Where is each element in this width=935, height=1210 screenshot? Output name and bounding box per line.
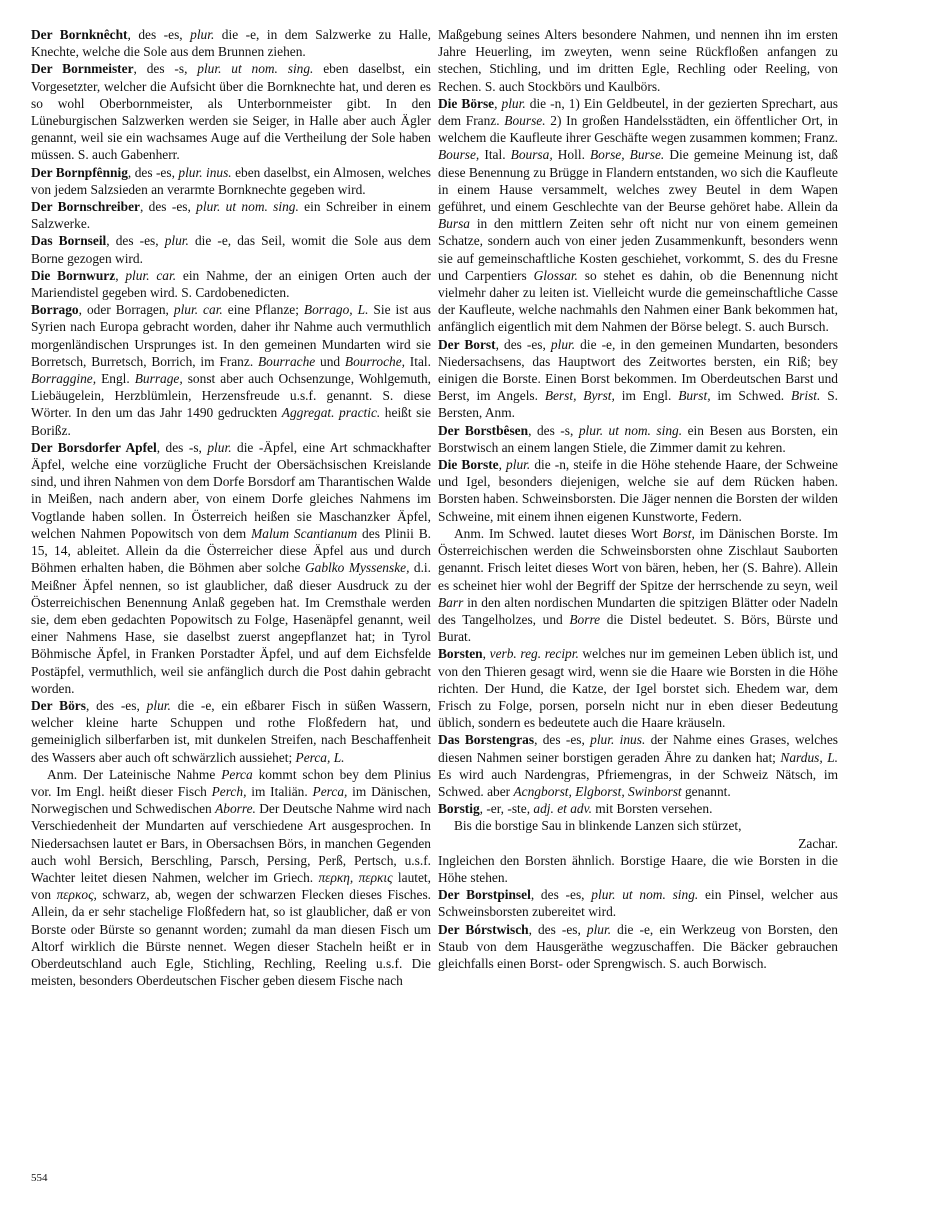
italic-term: Berst, Byrst, xyxy=(544,388,615,404)
headword: Borstig xyxy=(438,801,480,817)
italic-term: plur. xyxy=(146,697,171,713)
entry-text: ein Pinsel, welcher aus Schweinsborsten zubereitet wird. xyxy=(438,887,838,920)
entry-text: im Dänischen Borste. Im Österreichischen werden die Schweinsborsten ohne Zischlaut Sauborten genannt. Frisch leitet dieses Wort von bären, heben, her (S. Bahre). Allein es scheinet hier wohl der Begriff der Spitze der herrschende zu seyn, weil xyxy=(438,525,838,593)
entry-text: ein Nahme, der an einigen Orten auch der Mariendistel gegeben wird. S. Cardobenedicten. xyxy=(31,267,431,301)
headword: Der Bornknêcht xyxy=(31,27,128,42)
dictionary-entry xyxy=(31,164,431,198)
dictionary-entry xyxy=(438,26,838,95)
entry-text: , des -es, xyxy=(127,164,179,180)
italic-term: plur. ut nom. sing. xyxy=(578,422,683,438)
entry-text: welches nur im gemeinen Leben üblich ist, und von den Thieren gesagt wird, wenn sie die Haare wie Borsten in die Höhe richten. Der Hund, die Katze, der Igel borstet sich. Ehedem war, dem Frisch zu Folge, porsen, porseln nicht nur in eben dieser Bedeutung üblich, sondern es bedeutete auch die Haare kräuseln. xyxy=(438,646,838,731)
right-column xyxy=(438,26,838,972)
entry-text: , des -es, xyxy=(528,921,587,937)
entry-text: , xyxy=(482,646,490,662)
entry-text: im Italiän. xyxy=(246,783,313,799)
entry-text: genannt. xyxy=(681,783,731,799)
entry-text: die -e, ein eßbarer Fisch in süßen Wassern, welcher kleine harte Schuppen und rothe Floßfedern hat, und gemeiniglich silberfarben ist, mit dunkelen Streifen, nach Beschaffenheit des Wassers aber auch oft schwärzlich aussiehet; xyxy=(31,697,432,765)
dictionary-entry xyxy=(438,886,838,920)
italic-term: Malum Scantianum xyxy=(251,525,358,541)
entry-text: Anm. Der Lateinische Nahme xyxy=(47,766,222,782)
entry-text: , des -s, xyxy=(133,61,198,77)
dictionary-entry xyxy=(438,731,838,800)
italic-term: plur. xyxy=(586,921,612,937)
entry-text: eine Pflanze; xyxy=(222,302,304,318)
dictionary-entry xyxy=(438,456,838,525)
italic-term: plur. car. xyxy=(173,302,223,318)
headword: Borsten xyxy=(438,646,483,662)
italic-term: Brist. xyxy=(790,388,821,404)
italic-term: verb. reg. recipr. xyxy=(489,646,579,662)
entry-text: , des -es, xyxy=(127,27,191,42)
entry-text: die -e, das Seil, womit die Sole aus dem Borne gezogen wird. xyxy=(31,233,432,266)
entry-text: , des -es, xyxy=(106,233,165,249)
dictionary-entry xyxy=(438,852,838,886)
entry-text: in den alten nordischen Mundarten die spitzigen Blätter oder Nadeln des Tangelholzes, und xyxy=(438,594,838,627)
dictionary-entry xyxy=(31,60,431,163)
entry-text: im Dänischen, Norwegischen und Schwedischen xyxy=(31,783,431,817)
italic-term: Borre xyxy=(569,611,601,627)
italic-term: Borraggine, xyxy=(31,371,97,387)
headword: Der Börs xyxy=(31,697,86,713)
italic-term: plur. xyxy=(164,233,189,249)
page-number: 554 xyxy=(31,1172,48,1184)
italic-term: Bourse, xyxy=(438,147,480,163)
entry-text: , -er, -ste, xyxy=(479,801,534,817)
italic-term: Acngborst, Elgborst, Swinborst xyxy=(513,783,682,799)
dictionary-entry xyxy=(31,26,431,60)
dictionary-entry xyxy=(438,645,838,731)
dictionary-entry xyxy=(438,800,838,817)
entry-text: , xyxy=(498,457,507,473)
entry-text: Ingleichen den Borsten ähnlich. Borstige Haare, die wie Borsten in die Höhe stehen. xyxy=(438,852,838,885)
italic-term: Barr xyxy=(438,594,464,610)
entry-text: mit Borsten versehen. xyxy=(591,801,713,817)
italic-term: plur. ut nom. sing. xyxy=(196,199,299,215)
entry-text: kommt schon bey dem Plinius vor. Im Engl. heißt dieser Fisch xyxy=(31,766,431,799)
italic-term: Burst, xyxy=(678,388,711,404)
left-column xyxy=(31,26,431,989)
entry-text: Anm. Im Schwed. lautet dieses Wort xyxy=(454,525,663,541)
headword: Das Borstengras xyxy=(438,732,535,748)
entry-text: 2) In großen Handelsstädten, ein öffentlicher Ort, in welchem die Kaufleute ihrer Geschäfte wegen zusammen kommen; Franz. xyxy=(438,113,838,146)
italic-term: Perch, xyxy=(211,783,247,799)
entry-text: schwarz, ab, wegen der schwarzen Flecken dieses Fisches. Allein, da er sehr stachelige Floßfedern hat, so ist glaublicher, daß er von Borste oder Bürste so genannt worden; zumahl da man diesen Fisch um Altorf wirklich die Bürste nennet. Wegen dieser Stacheln heißt er in Oberdeutschland auch Egle, Stichling, Rechling, Reeling u.s.f. Die meisten, besonders Oberdeutschen Fischer geben diesem Fische nach xyxy=(31,887,431,989)
italic-term: Aborre. xyxy=(215,801,256,817)
headword: Borrago xyxy=(31,302,79,318)
headword: Der Bornpfênnig xyxy=(31,164,128,180)
entry-text: Ital. xyxy=(479,147,511,163)
entry-text: ein Besen aus Borsten, ein Borstwisch an einem langen Stiele, die Zimmer damit zu kehren. xyxy=(438,422,838,455)
italic-term: plur. ut nom. sing. xyxy=(591,887,699,903)
entry-text: , xyxy=(494,95,502,111)
entry-text: Engl. xyxy=(96,371,135,387)
entry-text: Sie ist aus Syrien nach Europa gebracht worden, daher ihr Nahme auch vermuthlich morgenländischen Ursprunges ist. In den gemeinen Mundarten wird sie Borretsch, Burretsch, Borrich, im Franz. xyxy=(31,302,432,369)
dictionary-entry xyxy=(31,301,431,439)
italic-term: plur. ut nom. sing. xyxy=(197,61,314,77)
entry-text: Zachar. xyxy=(798,835,838,851)
entry-text: Holl. xyxy=(552,147,590,163)
entry-text: Die gemeine Meinung ist, daß diese Benennung zu Brügge in Flandern entstanden, wo sich die Kaufleute in einem Hause versammelt, welches zwey Beutel in dem Wapen geführet, und einem Geschlechte van der Beurse gehöret habe. Allein da xyxy=(438,147,838,215)
headword: Der Bornschreiber xyxy=(31,199,140,215)
entry-text: ein Schreiber in einem Salzwerke. xyxy=(31,199,431,232)
entry-text: Der Deutsche Nahme wird nach Verschiedenheit der Mundarten auf verschiedene Art ausgesprochen. In Niedersachsen lautet er Bars, in Obersachsen Börs, in manchen Gegenden auch wohl Bersich, Berschling, Parsch, Persing, Perß, Pertsch, u.s.f. Wachter leitet diesen Nahmen, welcher im Griech. xyxy=(31,801,431,885)
entry-note xyxy=(31,766,431,990)
headword: Der Bornmeister xyxy=(31,61,134,77)
quote-source xyxy=(438,835,838,852)
entry-text: Maßgebung seines Alters besondere Nahmen, und nennen ihn im ersten Jahre Heuerling, im zweyten, wenn seine Rückfloßen anfangen zu stechen, Stichling, und im dritten Egle, Rechling oder Reeling, von Rechen. S. auch Stockbörs und Kaulbörs. xyxy=(438,27,838,94)
italic-term: Bourrache xyxy=(257,353,316,369)
headword: Die Börse xyxy=(438,95,495,111)
italic-term: Borse, Burse. xyxy=(590,147,665,163)
dictionary-entry xyxy=(31,198,431,232)
entry-text: Ital. xyxy=(405,353,431,369)
headword: Der Borstpinsel xyxy=(438,887,531,903)
entry-text: , des -es, xyxy=(530,887,592,903)
headword: Die Borste xyxy=(438,457,499,473)
italic-term: Nardus, L. xyxy=(780,749,838,765)
entry-text: lautet, von xyxy=(31,869,431,903)
entry-text: , des -es, xyxy=(495,336,551,352)
headword: Der Borst xyxy=(438,336,496,352)
italic-term: περκη, περκις xyxy=(318,869,393,885)
entry-text: Es wird auch Nardengras, Pfriemengras, in der Schweiz Nätsch, im Schwed. aber xyxy=(438,766,838,799)
italic-term: plur. xyxy=(550,336,576,352)
entry-text: sonst aber auch Ochsenzunge, Wohlgemuth, Liebäugelein, Herzblümlein, Herzensfreude u.s.f. genannt. S. diese Wörter. In den um das Jahr 1490 gedruckten xyxy=(31,371,431,421)
dictionary-entry xyxy=(31,439,431,697)
headword: Der Borsdorfer Apfel xyxy=(31,439,157,455)
headword: Der Borstbêsen xyxy=(438,422,529,438)
italic-term: Perca, L. xyxy=(295,749,345,765)
italic-term: plur. car. xyxy=(125,267,177,283)
entry-text: die -n, steife in die Höhe stehende Haare, der Schweine und Igel, besonders diejenigen, welche sie auf dem Rücken haben. Borsten haben. Schweinsborsten. Die Jäger nennen die Borsten der wilden Schweine, mit einem ihnen eigenen Kunstworte, Federn. xyxy=(438,457,838,524)
italic-term: Bursa xyxy=(438,216,470,232)
entry-text: so stehet es dahin, ob die Benennung nicht vielmehr daher zu leiten ist. Vielleicht wurde die gemeinschaftliche Casse der Kaufleute, welche nachmahls den Nahmen einer Bank bekommen hat, anfänglich eigentlich mit dem Nahmen der Börse belegt. S. auch Bursch. xyxy=(438,267,838,335)
headword: Die Bornwurz xyxy=(31,267,116,283)
entry-note xyxy=(438,525,838,645)
italic-term: Burrage, xyxy=(134,371,183,387)
italic-term: Boursa, xyxy=(510,147,553,163)
entry-text: , des -es, xyxy=(139,199,197,215)
entry-text: S. Bersten, Anm. xyxy=(438,388,838,421)
italic-term: plur. inus. xyxy=(590,732,646,748)
italic-term: Glossar. xyxy=(533,267,578,283)
italic-term: plur. xyxy=(190,27,215,42)
italic-term: Borrago, L. xyxy=(303,302,369,318)
italic-term: Borst, xyxy=(662,525,695,541)
italic-term: plur. inus. xyxy=(178,164,232,180)
entry-text: in den mittlern Zeiten sehr oft nicht nur von einem gemeinen Schatze, sondern auch von einer jeden Zusammenkunft, besonders wenn sie auf gemeinschaftliche Kosten geschiehet, vorkommt, S. des du Fresne und Carpentiers xyxy=(438,216,838,283)
entry-text: , des -es, xyxy=(534,732,591,748)
italic-term: plur. xyxy=(207,439,232,455)
entry-text: die -e, in den gemeinen Mundarten, besonders Niedersachsens, das Hauptwort des Zeitwortes bersten, ein Riß; bey einigen die Borste. Einen Borst bekommen. Im Oberdeutschen Barst und Berst, im Angels. xyxy=(438,336,839,404)
entry-text: die -n, 1) Ein Geldbeutel, in der gezierten Sprechart, aus dem Franz. xyxy=(438,95,838,129)
entry-text: , des -s, xyxy=(528,422,579,438)
italic-term: Bourroche, xyxy=(344,353,406,369)
entry-text: und xyxy=(315,353,345,369)
dictionary-entry xyxy=(31,267,431,301)
entry-text: der Nahme eines Grases, welches diesen Nahmen seiner borstigen geraden Ähre zu danken hat; xyxy=(438,732,839,765)
italic-term: adj. et adv. xyxy=(533,801,592,817)
entry-text: im Engl. xyxy=(614,388,679,404)
italic-term: Aggregat. practic. xyxy=(281,405,381,421)
italic-term: Bourse. xyxy=(504,113,546,129)
dictionary-entry xyxy=(31,697,431,766)
entry-text: die -Äpfel, eine Art schmackhafter Äpfel, welche eine vorzügliche Frucht der Obersächsischen Kreislande sind, und ihren Nahmen von dem Dorfe Borsdorf am Tharantischen Walde in Meißen, nach andern aber, von einem Dorfe gleiches Nahmens im Vogtlande haben sollen. In Österreich heißen sie Maschanzker Äpfel, welchen Nahmen Popowitsch von dem xyxy=(31,439,432,541)
entry-text: die -e, ein Werkzeug von Borsten, den Staub von dem Hausgeräthe wegzuschaffen. Die Bäcker gebrauchen gleichfalls einen Borst- oder Sprengwisch. S. auch Borwisch. xyxy=(438,921,838,971)
entry-text: die -e, in dem Salzwerke zu Halle, Knechte, welche die Sole aus dem Brunnen ziehen. xyxy=(31,27,432,60)
entry-text: eben daselbst, ein Vorgesetzter, welcher die Aufsicht über die Bornknechte hat, und deren es so wohl Oberbornmeister, als Unterbornmeister gibt. In den Lüneburgischen Salzwerken werden sie Seiger, in Halle aber auch Ägler genannt, weil sie ein wachsames Auge auf die Vertheilung der Sole haben müssen. S. auch Gabenherr. xyxy=(31,61,432,163)
dictionary-entry xyxy=(438,422,838,456)
entry-text: Bis die borstige Sau in blinkende Lanzen sich stürzet, xyxy=(454,818,742,834)
entry-text: , xyxy=(115,267,126,283)
entry-text: d.i. Meißner Äpfel nennen, so ist glaublicher, daß dieser Ausdruck zu der Österreichischen Benennung Anlaß gegeben hat. Im Cremsthale werden sie, dem eben gedachten Popowitsch zu Folge, Hasenäpfel genannt, weil einer Nahmens Hase, sie daselbst zuerst angepflanzet hat; in Tyrol Böhmische Äpfel, in Franken Porstadter Äpfel, und auf dem Eichsfelde Postäpfel, vermuthlich, weil sie anfänglich durch die Post dahin gebracht worden. xyxy=(31,560,431,696)
quote-line xyxy=(438,817,838,834)
headword: Das Bornseil xyxy=(31,233,107,249)
entry-text: eben daselbst, ein Almosen, welches von jedem Salzsieden an verarmte Bornknechte gegeben wird. xyxy=(31,164,432,197)
entry-text: des Plinii B. 15, 14, ableitet. Allein da die Österreicher diese Äpfel aus und durch Böhmen erhalten haben, die Böhmen aber solche xyxy=(31,525,431,576)
entry-text: , des -es, xyxy=(85,697,147,713)
entry-text: die Distel bedeutet. S. Börs, Bürste und Burat. xyxy=(438,611,838,645)
entry-text: im Schwed. xyxy=(710,388,791,404)
entry-text: , des -s, xyxy=(156,439,208,455)
italic-term: Gablko Myssenske, xyxy=(304,560,410,576)
dictionary-entry xyxy=(31,232,431,266)
italic-term: plur. xyxy=(501,95,526,111)
dictionary-entry xyxy=(438,95,838,336)
italic-term: Perca xyxy=(221,766,253,782)
italic-term: περκος, xyxy=(56,887,97,903)
entry-text: , oder Borragen, xyxy=(78,302,174,318)
headword: Der Bórstwisch xyxy=(438,921,529,937)
italic-term: plur. xyxy=(506,457,531,473)
italic-term: Perca, xyxy=(312,783,348,799)
dictionary-entry xyxy=(438,336,838,422)
entry-text: heißt sie Borißz. xyxy=(31,405,431,438)
dictionary-entry xyxy=(438,921,838,973)
